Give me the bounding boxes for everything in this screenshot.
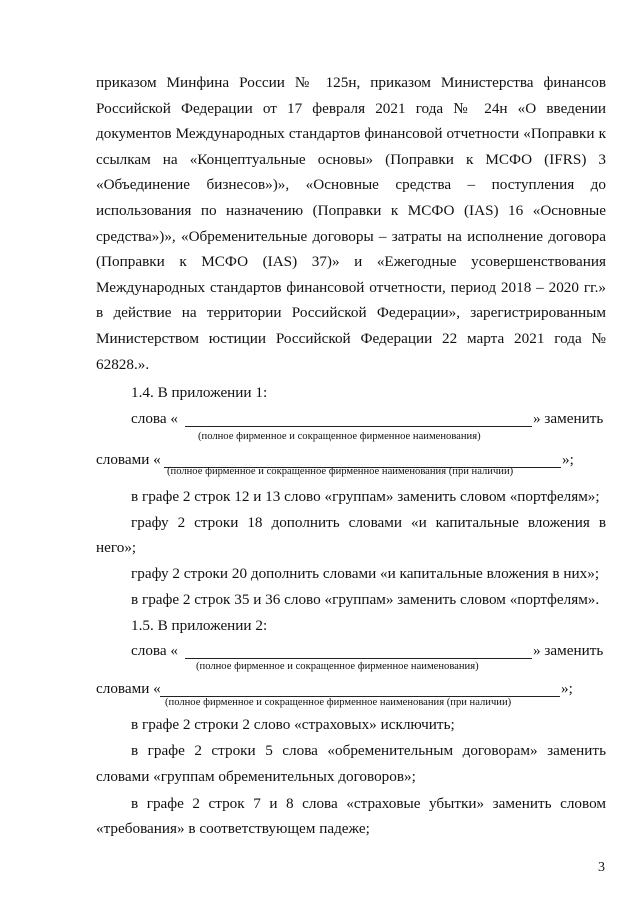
s15-item-3-line-2: «требования» в соответствующем падеже; [96, 820, 370, 837]
s15-words-prefix: слова « [131, 642, 179, 659]
section-1-5-heading: 1.5. В приложении 2: [131, 617, 268, 634]
section-1-4-heading: 1.4. В приложении 1: [131, 384, 268, 401]
s14-words-prefix: слова « [131, 410, 179, 427]
s15-item-3-line-1: в графе 2 строк 7 и 8 слова «страховые убытки» заменить словом [131, 795, 606, 812]
s15-with-suffix: »; [561, 680, 573, 697]
s15-caption-2: (полное фирменное и сокращенное фирменное наименования (при наличии) [165, 697, 512, 708]
s14-item-4: в графе 2 строк 35 и 36 слово «группам» заменить словом «портфелям». [131, 591, 600, 608]
s15-caption-1: (полное фирменное и сокращенное фирменное наименования) [196, 661, 479, 672]
s15-words-suffix: » заменить [533, 642, 604, 659]
s14-with-suffix: »; [562, 451, 574, 468]
s15-item-2-line-1: в графе 2 строки 5 слова «обременительным договорам» заменить [131, 742, 606, 759]
s14-item-2-line-1: графу 2 строки 18 дополнить словами «и капитальные вложения в [131, 514, 606, 531]
s15-item-1: в графе 2 строки 2 слово «страховых» исключить; [131, 716, 455, 733]
s14-item-1: в графе 2 строк 12 и 13 слово «группам» заменить словом «портфелям»; [131, 488, 600, 505]
s15-blank-1 [185, 658, 532, 659]
s14-blank-1 [185, 426, 532, 427]
s15-item-2-line-2: словами «группам обременительных договоров»; [96, 768, 416, 785]
s14-caption-1: (полное фирменное и сокращенное фирменное наименования) [198, 431, 481, 442]
s14-item-2-line-2: него»; [96, 539, 137, 556]
s14-with-prefix: словами « [96, 451, 161, 468]
s14-words-suffix: » заменить [533, 410, 604, 427]
s15-with-prefix: словами « [96, 680, 161, 697]
s14-caption-2: (полное фирменное и сокращенное фирменное наименования (при наличии) [167, 466, 514, 477]
paragraph-intro: приказом Минфина России № 125н, приказом Министерства финансов Российской Федерации от 17 февраля 2021 года № 24н «О введении документов Международных стандартов финансовой отчетности «Поправки к ссылкам на «Концептуальные основы» (Поправки к МСФО (IFRS) 3 «Объединение бизнесов»)», «Основные средства – поступления до использования по назначению (Поправки к МСФО (IAS) 16 «Основные средства»)», «Обременительные договоры – затраты на исполнение договора (Поправки к МСФО (IAS) 37)» и «Ежегодные усовершенствования Международных стандартов финансовой отчетности, период 2018 – 2020 гг.» в действие на территории Российской Федерации», зарегистрированным Министерством юстиции Российской Федерации 22 марта 2021 года № 62828.». [96, 74, 606, 373]
page-number: 3 [598, 860, 605, 875]
s14-item-3: графу 2 строки 20 дополнить словами «и капитальные вложения в них»; [131, 565, 600, 582]
